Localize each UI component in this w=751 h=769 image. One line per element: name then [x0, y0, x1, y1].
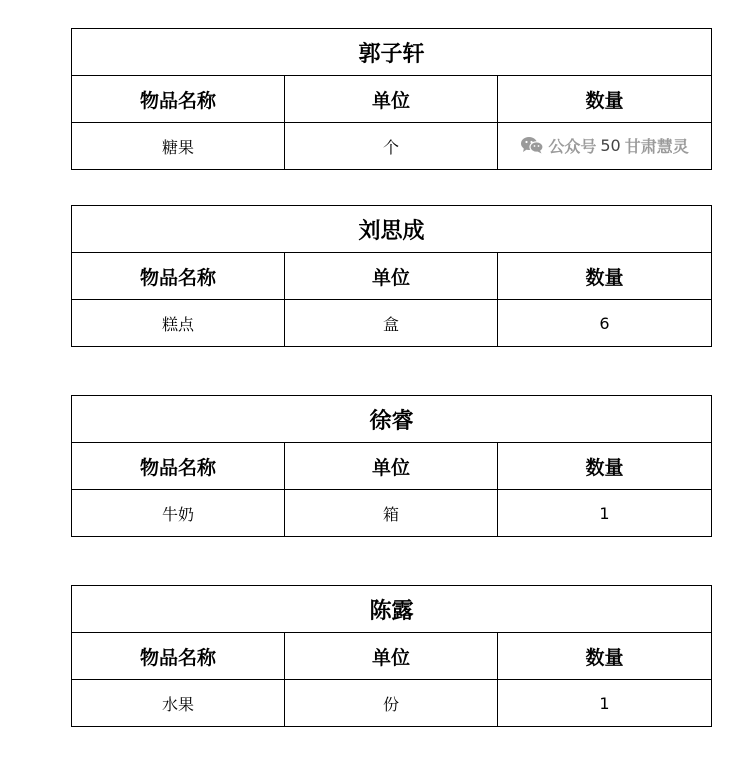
- table-row: [72, 300, 712, 347]
- cell-quantity: 6: [498, 300, 712, 347]
- recipient-row: [72, 29, 712, 76]
- cell-unit: 份: [285, 680, 498, 727]
- header-item-name: 物品名称: [72, 633, 285, 680]
- wechat-icon: [520, 136, 544, 154]
- cell-item-name: 糕点: [72, 300, 285, 347]
- recipient-row: [72, 206, 712, 253]
- header-item-name: 物品名称: [72, 76, 285, 123]
- header-unit: 单位: [285, 76, 498, 123]
- watermark-suffix: 甘肃慧灵: [624, 136, 689, 156]
- donation-table-2: [71, 205, 712, 347]
- header-quantity: 数量: [498, 76, 712, 123]
- recipient-row: [72, 586, 712, 633]
- header-item-name: 物品名称: [72, 443, 285, 490]
- recipient-name: 陈露: [72, 586, 712, 633]
- header-quantity: 数量: [498, 633, 712, 680]
- cell-item-name: 糖果: [72, 123, 285, 170]
- cell-quantity: 1: [498, 680, 712, 727]
- cell-item-name: 水果: [72, 680, 285, 727]
- header-unit: 单位: [285, 443, 498, 490]
- cell-quantity-value: 50: [600, 135, 621, 155]
- cell-unit: 箱: [285, 490, 498, 537]
- header-unit: 单位: [285, 253, 498, 300]
- header-quantity: 数量: [498, 253, 712, 300]
- cell-unit: 盒: [285, 300, 498, 347]
- header-row: [72, 76, 712, 123]
- cell-quantity: 1: [498, 490, 712, 537]
- header-row: [72, 633, 712, 680]
- header-quantity: 数量: [498, 443, 712, 490]
- cell-item-name: 牛奶: [72, 490, 285, 537]
- cell-unit: 个: [285, 123, 498, 170]
- table-row: [72, 123, 712, 170]
- recipient-row: [72, 396, 712, 443]
- header-unit: 单位: [285, 633, 498, 680]
- cell-quantity: [498, 123, 712, 170]
- donation-table-4: [71, 585, 712, 727]
- recipient-name: 徐睿: [72, 396, 712, 443]
- header-item-name: 物品名称: [72, 253, 285, 300]
- table-row: [72, 490, 712, 537]
- donation-table-1: [71, 28, 712, 170]
- table-row: [72, 680, 712, 727]
- header-row: [72, 253, 712, 300]
- recipient-name: 刘思成: [72, 206, 712, 253]
- donation-table-3: [71, 395, 712, 537]
- recipient-name: 郭子轩: [72, 29, 712, 76]
- header-row: [72, 443, 712, 490]
- watermark-prefix: 公众号: [548, 136, 597, 156]
- watermark: [520, 134, 688, 157]
